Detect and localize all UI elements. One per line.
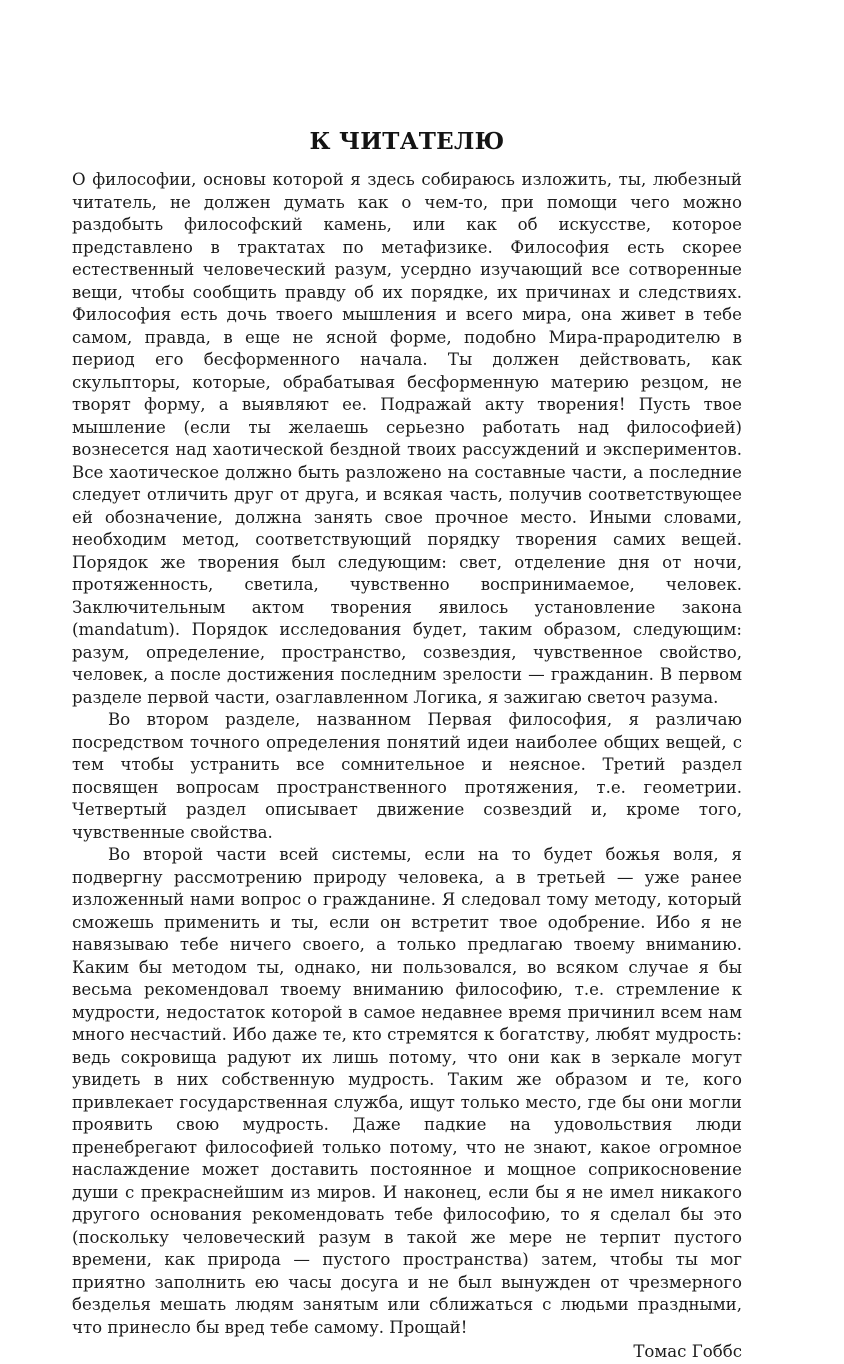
page-body bbox=[72, 128, 742, 1364]
author-signature: Томас Гоббс bbox=[633, 1342, 742, 1361]
paragraph-2: Во втором разделе, названном Первая философия, я различаю посредством точного определения понятий идеи наиболее общих вещей, с тем чтобы устранить все сомнительное и неясное. Третий раздел посвящен вопросам пространственного протяжения, т.е. геометрии. Четвертый раздел описывает движение созвездий и, кроме того, чувственные свойства. bbox=[72, 710, 742, 842]
paragraph-1: О философии, основы которой я здесь собираюсь изложить, ты, любезный читатель, не должен думать как о чем-то, при помощи чего можно раздобыть философский камень, или как об искусстве, которое представлено в трактатах по метафизике. Философия есть скорее естественный человеческий разум, усердно изучающий все сотворенные вещи, чтобы сообщить правду об их порядке, их причинах и следствиях. Философия есть дочь твоего мышления и всего мира, она живет в тебе самом, правда, в еще не ясной форме, подобно Мира-прародителю в период его бесформенного начала. Ты должен действовать, как скульпторы, которые, обрабатывая бесформенную материю резцом, не творят форму, а выявляют ее. Подражай акту творения! Пусть твое мышление (если ты желаешь серьезно работать над философией) вознесется над хаотической бездной твоих рассуждений и экспериментов. Все хаотическое должно быть разложено на составные части, а последние следует отличить друг от друга, и всякая часть, получив соответствующее ей обозначение, должна занять свое прочное место. Иными словами, необходим метод, соответствующий порядку творения самих вещей. Порядок же творения был следующим: свет, отделение дня от ночи, протяженность, светила, чувственно воспринимаемое, человек. Заключительным актом творения явилось установление закона (mandatum). Порядок исследования будет, таким образом, следующим: разум, определение, пространство, созвездия, чувственное свойство, человек, а после достижения последним зрелости — гражданин. В первом разделе первой части, озаглавленном Логика, я зажигаю светоч разума. bbox=[72, 170, 742, 707]
page-title: К ЧИТАТЕЛЮ bbox=[309, 128, 505, 155]
paragraph-3: Во второй части всей системы, если на то будет божья воля, я подвергну рассмотрению природу человека, а в третьей — уже ранее изложенный нами вопрос о гражданине. Я следовал тому методу, который сможешь применить и ты, если он встретит твое одобрение. Ибо я не навязываю тебе ничего своего, а только предлагаю твоему вниманию. Каким бы методом ты, однако, ни пользовался, во всяком случае я бы весьма рекомендовал твоему вниманию философию, т.е. стремление к мудрости, недостаток которой в самое недавнее время причинил всем нам много несчастий. Ибо даже те, кто стремятся к богатству, любят мудрость: ведь сокровища радуют их лишь потому, что они как в зеркале могут увидеть в них собственную мудрость. Таким же образом и те, кого привлекает государственная служба, ищут только место, где бы они могли проявить свою мудрость. Даже падкие на удовольствия люди пренебрегают философией только потому, что не знают, какое огромное наслаждение может доставить постоянное и мощное соприкосновение души с прекраснейшим из миров. И наконец, если бы я не имел никакого другого основания рекомендовать тебе философию, то я сделал бы это (поскольку человеческий разум в такой же мере не терпит пустого времени, как природа — пустого пространства) затем, чтобы ты мог приятно заполнить ею часы досуга и не был вынужден от чрезмерного безделья мешать людям занятым или сближаться с людьми праздными, что принесло бы вред тебе самому. Прощай! bbox=[72, 845, 742, 1337]
